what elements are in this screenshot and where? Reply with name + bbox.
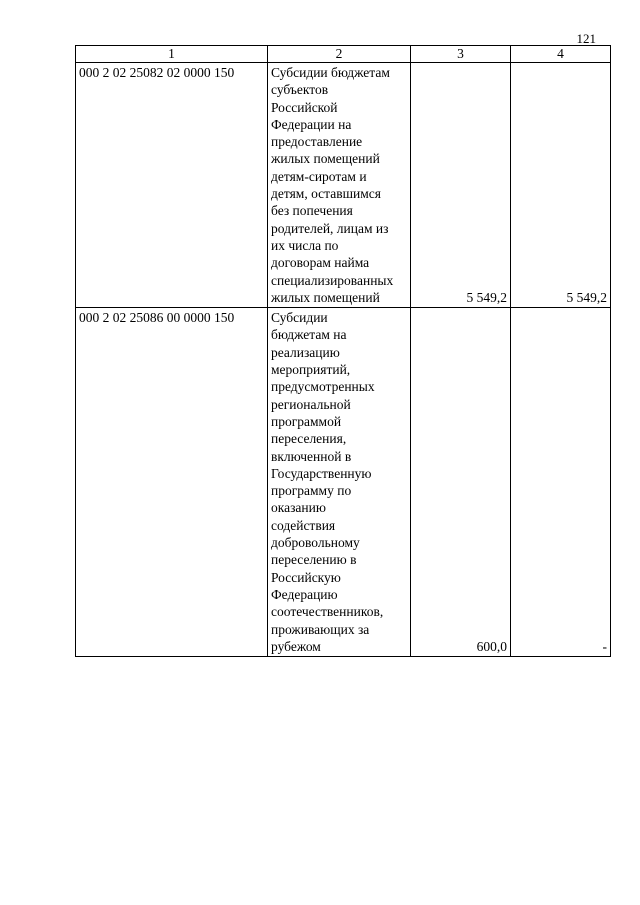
name-line: специализированных <box>271 272 394 288</box>
name-line: реализацию <box>271 344 340 360</box>
column-header-1: 1 <box>76 46 268 63</box>
name-line: Федерации на <box>271 116 352 132</box>
name-line: без попечения <box>271 203 353 219</box>
value-column-4: - <box>511 308 611 657</box>
budget-item-name <box>268 63 411 308</box>
name-line: детям-сиротам и <box>271 168 367 184</box>
name-line: Российской <box>271 99 338 115</box>
name-line: Субсидии <box>271 310 328 326</box>
name-line: жилых помещений <box>271 151 380 167</box>
name-line: Государственную <box>271 465 372 481</box>
budget-table <box>75 45 611 657</box>
name-line: Федерацию <box>271 586 338 602</box>
budget-code: 000 2 02 25086 00 0000 150 <box>76 308 268 657</box>
name-line: мероприятий, <box>271 362 351 378</box>
name-line: содействия <box>271 517 336 533</box>
table-header-row <box>76 46 611 63</box>
name-line: субъектов <box>271 82 329 98</box>
name-line: проживающих за <box>271 621 370 637</box>
name-line: включенной в <box>271 448 352 464</box>
name-line: соотечественников, <box>271 604 384 620</box>
page-number: 121 <box>576 31 596 46</box>
name-line: договорам найма <box>271 255 370 271</box>
name-line: переселению в <box>271 552 357 568</box>
name-line: программу по <box>271 483 352 499</box>
name-line: предусмотренных <box>271 379 375 395</box>
budget-item-name <box>268 308 411 657</box>
name-line: Субсидии бюджетам <box>271 65 390 80</box>
value-column-3: 5 549,2 <box>411 63 511 308</box>
name-line: детям, оставшимся <box>271 186 381 202</box>
name-line: региональной <box>271 396 351 412</box>
name-line: рубежом <box>271 638 321 654</box>
name-line: бюджетам на <box>271 327 347 343</box>
name-line: родителей, лицам из <box>271 220 389 236</box>
name-line: жилых помещений <box>271 289 380 305</box>
name-line: Российскую <box>271 569 341 585</box>
column-header-4: 4 <box>511 46 611 63</box>
name-line: их числа по <box>271 237 339 253</box>
name-line: переселения, <box>271 431 347 447</box>
column-header-3: 3 <box>411 46 511 63</box>
name-line: добровольному <box>271 535 360 551</box>
name-line: оказанию <box>271 500 326 516</box>
name-line: предоставление <box>271 134 363 150</box>
table-row <box>76 63 611 308</box>
table-row <box>76 308 611 657</box>
name-line: программой <box>271 413 342 429</box>
value-column-4: 5 549,2 <box>511 63 611 308</box>
column-header-2: 2 <box>268 46 411 63</box>
budget-code: 000 2 02 25082 02 0000 150 <box>76 63 268 308</box>
value-column-3: 600,0 <box>411 308 511 657</box>
